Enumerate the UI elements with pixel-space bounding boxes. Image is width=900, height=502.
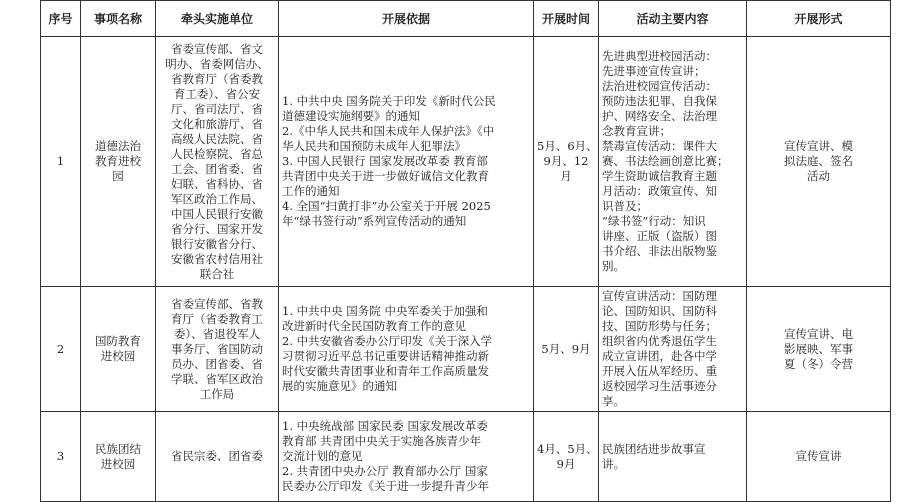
lead-unit xyxy=(156,412,279,502)
text-line: 厅、省司法厅、省 xyxy=(171,101,263,116)
activity-table xyxy=(40,0,891,502)
lead-unit xyxy=(156,287,279,412)
text-line: 进校园 xyxy=(100,456,136,471)
text-line: 成立宣讲团，赴各中学 xyxy=(602,349,717,363)
text-line: 赛、书法绘画创意比赛； xyxy=(602,154,729,168)
text-line: 省委宣传部、省教 xyxy=(171,296,263,311)
text-line: 夏（冬）令营 xyxy=(784,356,853,371)
basis-text xyxy=(279,37,534,287)
form-text xyxy=(747,412,891,502)
text-line: 银行安徽省分行、 xyxy=(171,236,263,251)
text-line: 工作的通知 xyxy=(282,184,340,198)
basis-text xyxy=(279,412,534,502)
text-line: 省民宗委、团省委 xyxy=(171,449,263,463)
table-row xyxy=(41,37,891,287)
text-line: 护、网络安全、法治理 xyxy=(602,109,717,123)
text-line: 禁毒宣传活动：课件大 xyxy=(602,139,717,153)
text-line: 先进事迹宣传宣讲； xyxy=(602,64,706,78)
text-line: 教育进校 xyxy=(95,154,141,168)
text-line: 宣传宣讲 xyxy=(795,449,842,463)
table-row xyxy=(41,412,891,502)
header-time: 开展时间 xyxy=(534,1,599,37)
header-content: 活动主要内容 xyxy=(599,1,747,37)
time-text xyxy=(534,287,599,412)
text-line: 明办、省委网信办、 xyxy=(165,56,269,71)
text-line: 宣传宣讲活动：国防理 xyxy=(602,289,717,303)
text-line: 9月、12 xyxy=(543,154,589,168)
item-name xyxy=(81,412,156,502)
form-text xyxy=(747,37,891,287)
text-line: 2. 共青团中央办公厅 教育部办公厅 国家 xyxy=(282,464,488,478)
text-line: 开展入伍从军经历、重 xyxy=(602,364,717,378)
text-line: 2.《中华人民共和国未成年人保护法》《中 xyxy=(282,124,495,138)
text-line: 教育部 共青团中央关于实施各族青少年 xyxy=(282,434,482,448)
item-name xyxy=(81,287,156,412)
basis-text xyxy=(279,287,534,412)
header-basis: 开展依据 xyxy=(279,1,534,37)
text-line: 9月 xyxy=(556,456,576,471)
text-line: 年“绿书签行动”系列宣传活动的通知 xyxy=(282,214,467,228)
text-line: 预防违法犯罪、自我保 xyxy=(602,94,717,108)
text-line: 讲座、正版（盗版）图 xyxy=(602,229,717,243)
content-text xyxy=(599,287,747,412)
text-line: 5月、6月、 xyxy=(537,139,598,153)
text-line: 员办、团省委、省 xyxy=(171,356,263,371)
text-line: 国防教育 xyxy=(95,334,141,348)
text-line: 高级人民法院、省 xyxy=(171,131,263,146)
text-line: 2. 中共安徽省委办公厅印发《关于深入学 xyxy=(282,334,493,348)
lead-unit xyxy=(156,37,279,287)
text-line: 识普及； xyxy=(602,199,648,213)
text-line: 影展映、军事 xyxy=(784,341,853,356)
text-line: 育工委）、省公安 xyxy=(173,86,261,101)
text-line: 安徽省农村信用社 xyxy=(171,251,263,266)
text-line: 民族团结进步故事宣 xyxy=(602,441,706,456)
item-name xyxy=(81,37,156,287)
text-line: 别。 xyxy=(602,259,625,273)
text-line: 道德法治 xyxy=(95,139,141,153)
text-line: 4. 全国“扫黄打非”办公室关于开展 2025 xyxy=(282,199,491,213)
content-text xyxy=(599,37,747,287)
header-serial xyxy=(41,1,81,37)
header-serial-label: 序号 xyxy=(48,11,73,26)
text-line: 论、国防知识、国防科 xyxy=(602,304,717,318)
row-number: 3 xyxy=(41,412,81,502)
time-text xyxy=(534,412,599,502)
text-line: 讲。 xyxy=(602,456,625,471)
text-line: 道德建设实施纲要》的通知 xyxy=(282,109,420,123)
text-line: 宣传宣讲、模 xyxy=(784,139,853,153)
text-line: 3. 中国人民银行 国家发展改革委 教育部 xyxy=(282,154,488,168)
text-line: 展的实施意见》的通知 xyxy=(282,379,397,393)
text-line: 民族团结 xyxy=(95,441,141,456)
table-row xyxy=(41,287,891,412)
content-text xyxy=(599,412,747,502)
text-line: 先进典型进校园活动： xyxy=(602,49,717,63)
text-line: 时代安徽共青团事业和青年工作高质量发 xyxy=(282,364,489,378)
text-line: 1. 中共中央 国务院 中央军委关于加强和 xyxy=(282,304,488,318)
text-line: 返校园学习生活事迹分 xyxy=(602,379,717,393)
text-line: 享。 xyxy=(602,394,625,408)
text-line: 省委宣传部、省文 xyxy=(171,41,263,56)
text-line: 拟法庭、签名 xyxy=(784,154,853,168)
text-line: 交流计划的意见 xyxy=(282,449,363,463)
text-line: 联合社 xyxy=(199,266,235,281)
header-row xyxy=(41,1,891,37)
time-text xyxy=(534,37,599,287)
text-line: 民委办公厅印发《关于进一步提升青少年 xyxy=(282,479,489,493)
text-line: 省分行、国家开发 xyxy=(171,221,263,236)
text-line: 法治进校园宣传活动： xyxy=(602,79,717,93)
form-text xyxy=(747,287,891,412)
text-line: 5月、9月 xyxy=(541,341,591,356)
text-line: 1. 中共中央 国务院关于印发《新时代公民 xyxy=(282,94,496,108)
text-line: 月活动：政策宣传、知 xyxy=(602,184,717,198)
text-line: 共青团中央关于进一步做好诚信文化教育 xyxy=(282,169,489,183)
text-line: 学生资助诚信教育主题 xyxy=(602,169,717,183)
text-line: 省教育厅（省委教 xyxy=(171,71,263,86)
text-line: 活动 xyxy=(807,169,830,183)
text-line: 育厅（省委教育工 xyxy=(171,311,263,326)
text-line: 念教育宣讲； xyxy=(602,124,671,138)
text-line: 园 xyxy=(112,169,124,183)
header-item-name: 事项名称 xyxy=(81,1,156,37)
text-line: 组织省内优秀退伍学生 xyxy=(602,334,717,348)
header-form: 开展形式 xyxy=(747,1,891,37)
text-line: 工会、团省委、省 xyxy=(171,161,263,176)
text-line: 学联、省军区政治 xyxy=(171,371,263,386)
text-line: 妇联、省科协、省 xyxy=(171,176,263,191)
text-line: 改进新时代全民国防教育工作的意见 xyxy=(282,319,466,333)
text-line: “绿书签”行动：知识 xyxy=(602,214,706,228)
header-lead-unit: 牵头实施单位 xyxy=(156,1,279,37)
text-line: 工作局 xyxy=(199,386,235,401)
text-line: 文化和旅游厅、省 xyxy=(171,116,263,131)
text-line: 1. 中央统战部 国家民委 国家发展改革委 xyxy=(282,419,488,433)
text-line: 4月、5月、 xyxy=(537,441,598,456)
text-line: 书介绍、非法出版物鉴 xyxy=(602,244,717,258)
row-number: 2 xyxy=(41,287,81,412)
text-line: 技、国防形势与任务； xyxy=(602,319,717,333)
text-line: 习贯彻习近平总书记重要讲话精神推动新 xyxy=(282,349,489,363)
text-line: 军区政治工作局、 xyxy=(171,191,263,206)
text-line: 委）、省退役军人 xyxy=(173,326,261,341)
row-number: 1 xyxy=(41,37,81,287)
text-line: 事务厅、省国防动 xyxy=(171,341,263,356)
text-line: 中国人民银行安徽 xyxy=(171,206,263,221)
text-line: 进校园 xyxy=(100,349,136,363)
text-line: 宣传宣讲、电 xyxy=(784,326,853,341)
text-line: 人民检察院、省总 xyxy=(171,146,263,161)
text-line: 月 xyxy=(560,169,572,183)
text-line: 华人民共和国预防未成年人犯罪法》 xyxy=(282,139,466,153)
